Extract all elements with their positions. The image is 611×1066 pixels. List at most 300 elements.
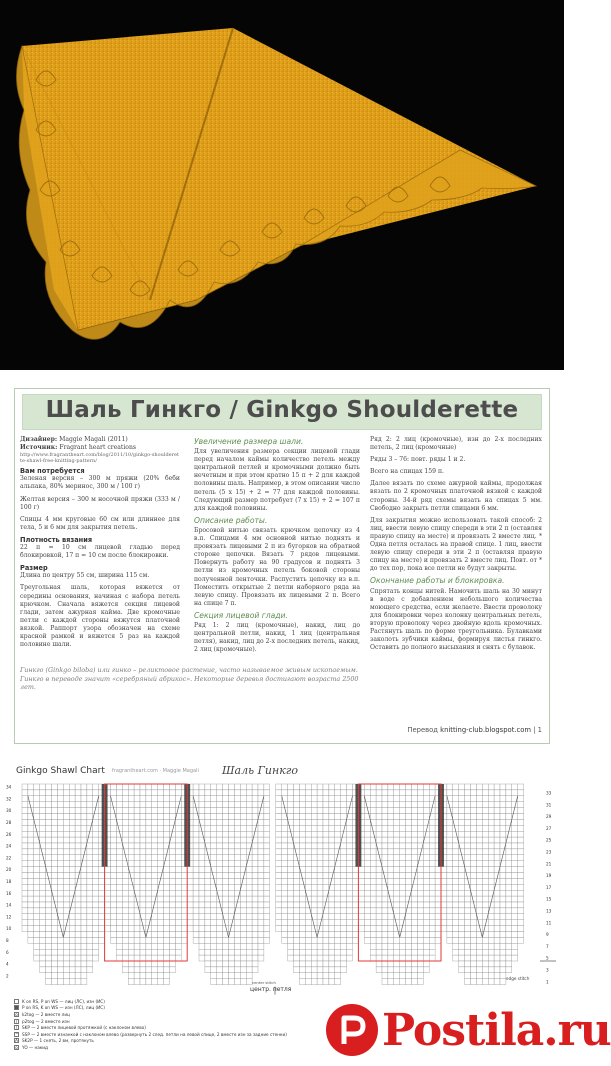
chart-cell: [347, 949, 353, 955]
chart-cell: [234, 961, 240, 967]
chart-cell: [394, 937, 400, 943]
chart-cell: [240, 902, 246, 908]
chart-cell: [146, 831, 152, 837]
chart-cell: [258, 902, 264, 908]
chart-cell: [116, 943, 122, 949]
chart-cell: [158, 808, 164, 814]
chart-cell: [329, 855, 335, 861]
chart-cell: [164, 884, 170, 890]
chart-cell: [376, 937, 382, 943]
chart-cell: [441, 920, 447, 926]
chart-cell: [134, 796, 140, 802]
chart-cell: [146, 967, 152, 973]
chart-cell: [323, 790, 329, 796]
chart-cell: [459, 878, 465, 884]
chart-cell: [69, 861, 75, 867]
chart-cell: [34, 873, 40, 879]
chart-cell: [57, 890, 63, 896]
chart-cell: [229, 808, 235, 814]
chart-cell: [193, 831, 199, 837]
chart-cell: [22, 914, 28, 920]
chart-cell: [471, 932, 477, 938]
chart-cell: [40, 920, 46, 926]
chart-cell: [246, 831, 252, 837]
chart-cell: [193, 843, 199, 849]
chart-cell: [75, 914, 81, 920]
chart-cell: [140, 884, 146, 890]
chart-cell: [240, 825, 246, 831]
chart-cell: [87, 943, 93, 949]
chart-cell: [75, 814, 81, 820]
chart-cell: [264, 878, 270, 884]
chart-cell: [518, 867, 524, 873]
chart-cell: [93, 849, 99, 855]
chart-cell: [317, 855, 323, 861]
chart-cell: [282, 837, 288, 843]
chart-cell: [75, 825, 81, 831]
chart-cell: [423, 849, 429, 855]
chart-cell: [459, 884, 465, 890]
chart-cell: [329, 914, 335, 920]
chart-cell: [205, 896, 211, 902]
chart-cell: [417, 873, 423, 879]
chart-cell: [46, 831, 52, 837]
chart-cell: [128, 967, 134, 973]
chart-cell: [205, 825, 211, 831]
chart-cell: [494, 943, 500, 949]
chart-cell: [364, 937, 370, 943]
chart-cell: [406, 849, 412, 855]
chart-cell: [240, 837, 246, 843]
chart-cell: [164, 961, 170, 967]
chart-cell: [376, 926, 382, 932]
chart-cell: [140, 873, 146, 879]
chart-cell: [40, 896, 46, 902]
chart-cell: [364, 878, 370, 884]
chart-cell: [453, 849, 459, 855]
chart-cell: [394, 890, 400, 896]
chart-cell: [482, 825, 488, 831]
chart-cell: [193, 855, 199, 861]
chart-cell: [57, 884, 63, 890]
column-materials: [20, 436, 180, 653]
chart-cell: [170, 902, 176, 908]
chart-cell: [211, 843, 217, 849]
chart-cell: [93, 943, 99, 949]
chart-cell: [335, 796, 341, 802]
ginkgo-note: Гинкго (Ginkgo biloba) или гинко – реликтовое растение, часто называемое живым ископаемым. Гинкго в переводе значит «серебряный абрикос». Некоторые деревья достигают возраста 2500 лет.: [20, 666, 359, 692]
chart-cell: [482, 843, 488, 849]
chart-cell: [170, 937, 176, 943]
chart-cell: [122, 873, 128, 879]
chart-cell: [494, 979, 500, 985]
chart-cell: [512, 902, 518, 908]
chart-cell: [211, 790, 217, 796]
chart-cell: [93, 949, 99, 955]
chart-cell: [246, 973, 252, 979]
chart-cell: [158, 961, 164, 967]
chart-cell: [22, 819, 28, 825]
chart-cell: [465, 896, 471, 902]
chart-cell: [34, 955, 40, 961]
chart-cell: [476, 979, 482, 985]
chart-cell: [471, 979, 477, 985]
chart-cell: [223, 878, 229, 884]
chart-cell: [134, 914, 140, 920]
chart-cell: [46, 855, 52, 861]
chart-cell: [34, 937, 40, 943]
chart-cell: [335, 943, 341, 949]
chart-cell: [282, 926, 288, 932]
chart-cell: [181, 932, 187, 938]
chart-cell: [482, 878, 488, 884]
chart-cell: [482, 837, 488, 843]
chart-cell: [152, 819, 158, 825]
chart-cell: [93, 937, 99, 943]
chart-cell: [164, 867, 170, 873]
chart-cell: [158, 890, 164, 896]
chart-cell: [22, 849, 28, 855]
chart-cell: [128, 790, 134, 796]
enlarge-heading: Увеличение размера шали.: [194, 437, 304, 446]
chart-cell: [199, 796, 205, 802]
chart-cell: [234, 790, 240, 796]
chart-cell: [294, 908, 300, 914]
chart-cell: [128, 920, 134, 926]
chart-cell: [264, 867, 270, 873]
chart-cell: [52, 932, 58, 938]
chart-cell: [175, 920, 181, 926]
chart-cell: [46, 937, 52, 943]
chart-cell: [34, 949, 40, 955]
chart-cell: [429, 855, 435, 861]
chart-cell: [140, 961, 146, 967]
chart-cell: [276, 819, 282, 825]
chart-cell: [376, 908, 382, 914]
chart-cell: [423, 932, 429, 938]
chart-cell: [81, 979, 87, 985]
chart-cell: [429, 902, 435, 908]
chart-cell: [87, 784, 93, 790]
chart-cell: [453, 884, 459, 890]
chart-cell: [122, 937, 128, 943]
chart-cell: [28, 932, 34, 938]
chart-cell: [417, 802, 423, 808]
chart-cell: [341, 867, 347, 873]
chart-cell: [223, 837, 229, 843]
chart-cell: [500, 873, 506, 879]
legend-item: [14, 1044, 344, 1051]
chart-cell: [28, 890, 34, 896]
chart-cell: [364, 896, 370, 902]
chart-cell: [134, 849, 140, 855]
chart-cell: [158, 937, 164, 943]
chart-cell: [181, 890, 187, 896]
chart-cell: [382, 973, 388, 979]
chart-cell: [423, 884, 429, 890]
chart-cell: [134, 926, 140, 932]
chart-cell: [506, 902, 512, 908]
chart-cell: [323, 926, 329, 932]
chart-cell: [347, 831, 353, 837]
chart-cell: [329, 896, 335, 902]
chart-cell: [240, 890, 246, 896]
chart-cell: [217, 979, 223, 985]
chart-cell: [93, 896, 99, 902]
chart-cell: [412, 896, 418, 902]
chart-cell: [506, 855, 512, 861]
chart-cell: [476, 849, 482, 855]
chart-cell: [412, 908, 418, 914]
chart-cell: [252, 937, 258, 943]
chart-cell: [423, 908, 429, 914]
chart-cell: [211, 802, 217, 808]
chart-cell: [116, 908, 122, 914]
chart-cell: [459, 914, 465, 920]
chart-cell: [75, 979, 81, 985]
chart-cell: [158, 802, 164, 808]
chart-cell: [128, 896, 134, 902]
chart-cell: [170, 861, 176, 867]
chart-cell: [140, 819, 146, 825]
chart-cell: [323, 979, 329, 985]
chart-cell: [341, 808, 347, 814]
chart-cell: [170, 867, 176, 873]
chart-cell: [57, 855, 63, 861]
chart-cell: [323, 814, 329, 820]
chart-cell: [63, 979, 69, 985]
chart-cell: [40, 873, 46, 879]
chart-cell: [388, 943, 394, 949]
chart-cell: [264, 914, 270, 920]
chart-cell: [317, 884, 323, 890]
chart-cell: [500, 884, 506, 890]
chart-cell: [382, 902, 388, 908]
footer-link[interactable]: knitting-club.blogspot.com: [440, 726, 532, 734]
chart-cell: [435, 908, 441, 914]
chart-cell: [276, 843, 282, 849]
chart-cell: [417, 902, 423, 908]
chart-cell: [400, 796, 406, 802]
chart-cell: [453, 914, 459, 920]
chart-cell: [229, 943, 235, 949]
chart-cell: [276, 896, 282, 902]
chart-cell: [294, 914, 300, 920]
chart-cell: [223, 855, 229, 861]
chart-cell: [465, 908, 471, 914]
chart-cell: [217, 843, 223, 849]
chart-cell: [471, 873, 477, 879]
chart-cell: [193, 902, 199, 908]
chart-cell: [199, 867, 205, 873]
chart-cell: [240, 973, 246, 979]
chart-cell: [412, 979, 418, 985]
chart-cell: [140, 878, 146, 884]
chart-cell: [223, 961, 229, 967]
chart-cell: [518, 819, 524, 825]
chart-cell: [22, 926, 28, 932]
chart-cell: [400, 843, 406, 849]
chart-cell: [146, 784, 152, 790]
chart-cell: [406, 955, 412, 961]
chart-cell: [317, 796, 323, 802]
chart-cell: [140, 855, 146, 861]
chart-cell: [175, 878, 181, 884]
legend-item: [14, 1005, 344, 1012]
chart-cell: [252, 955, 258, 961]
chart-cell: [146, 790, 152, 796]
chart-cell: [376, 884, 382, 890]
chart-cell: [40, 955, 46, 961]
shawl-chart: [0, 754, 611, 1066]
chart-cell: [87, 849, 93, 855]
chart-cell: [317, 937, 323, 943]
chart-cell: [134, 979, 140, 985]
chart-cell: [323, 867, 329, 873]
chart-cell: [294, 831, 300, 837]
chart-cell: [317, 973, 323, 979]
chart-cell: [264, 926, 270, 932]
chart-cell: [63, 837, 69, 843]
chart-cell: [111, 884, 117, 890]
row-number: 30: [6, 808, 12, 814]
chart-cell: [299, 808, 305, 814]
chart-cell: [500, 819, 506, 825]
chart-cell: [46, 825, 52, 831]
chart-cell: [364, 843, 370, 849]
chart-cell: [382, 802, 388, 808]
chart-cell: [482, 849, 488, 855]
chart-cell: [323, 932, 329, 938]
chart-cell: [305, 867, 311, 873]
chart-cell: [181, 908, 187, 914]
chart-cell: [482, 908, 488, 914]
chart-cell: [81, 802, 87, 808]
chart-cell: [500, 961, 506, 967]
chart-cell: [335, 914, 341, 920]
chart-cell: [435, 926, 441, 932]
chart-cell: [246, 890, 252, 896]
chart-cell: [264, 819, 270, 825]
chart-cell: [140, 790, 146, 796]
chart-cell: [28, 884, 34, 890]
chart-cell: [57, 796, 63, 802]
chart-cell: [63, 796, 69, 802]
chart-cell: [128, 796, 134, 802]
chart-cell: [264, 808, 270, 814]
chart-cell: [518, 902, 524, 908]
chart-cell: [353, 914, 359, 920]
chart-cell: [170, 926, 176, 932]
chart-cell: [57, 861, 63, 867]
chart-cell: [370, 949, 376, 955]
row-number: 24: [6, 843, 12, 849]
chart-cell: [229, 784, 235, 790]
chart-cell: [476, 790, 482, 796]
chart-cell: [512, 955, 518, 961]
chart-cell: [52, 819, 58, 825]
chart-cell: [412, 837, 418, 843]
chart-cell: [341, 961, 347, 967]
chart-cell: [423, 855, 429, 861]
chart-cell: [57, 790, 63, 796]
chart-cell: [211, 920, 217, 926]
chart-cell: [46, 849, 52, 855]
chart-cell: [234, 937, 240, 943]
chart-cell: [140, 937, 146, 943]
chart-cell: [471, 937, 477, 943]
chart-cell: [140, 943, 146, 949]
chart-cell: [46, 961, 52, 967]
chart-cell: [435, 896, 441, 902]
source-link[interactable]: http://www.fragrantheart.com/blog/2011/10/ginkgo-shoulderette-shawl-free-knitting-pattern/: [20, 452, 179, 465]
chart-cell: [299, 937, 305, 943]
chart-cell: [406, 920, 412, 926]
chart-cell: [164, 837, 170, 843]
chart-cell: [69, 796, 75, 802]
chart-cell: [22, 825, 28, 831]
chart-cell: [364, 908, 370, 914]
chart-cell: [258, 943, 264, 949]
chart-cell: [75, 855, 81, 861]
chart-cell: [347, 790, 353, 796]
chart-cell: [429, 861, 435, 867]
center-stitch-label: центр. петля: [250, 986, 292, 993]
chart-cell: [317, 955, 323, 961]
chart-cell: [435, 878, 441, 884]
chart-cell: [335, 784, 341, 790]
chart-cell: [40, 890, 46, 896]
chart-cell: [40, 808, 46, 814]
chart-cell: [81, 784, 87, 790]
chart-cell: [75, 949, 81, 955]
chart-cell: [69, 784, 75, 790]
chart-cell: [52, 796, 58, 802]
chart-cell: [52, 884, 58, 890]
chart-cell: [288, 790, 294, 796]
chart-cell: [93, 867, 99, 873]
chart-cell: [311, 973, 317, 979]
chart-cell: [382, 979, 388, 985]
chart-cell: [347, 914, 353, 920]
chart-cell: [506, 849, 512, 855]
chart-cell: [518, 873, 524, 879]
row-number: 11: [546, 920, 552, 926]
chart-cell: [134, 784, 140, 790]
chart-cell: [299, 967, 305, 973]
chart-cell: [229, 902, 235, 908]
chart-cell: [57, 867, 63, 873]
chart-cell: [240, 932, 246, 938]
chart-cell: [447, 843, 453, 849]
chart-cell: [57, 843, 63, 849]
chart-cell: [81, 914, 87, 920]
chart-cell: [423, 926, 429, 932]
chart-cell: [211, 979, 217, 985]
chart-cell: [93, 861, 99, 867]
stockinette-heading: Секция лицевой глади.: [194, 610, 288, 620]
chart-cell: [187, 902, 193, 908]
border-text: Далее вязать по схеме ажурной каймы, продолжая вязать по 2 кромочных платочной вязкой с каждой стороны. 34-й ряд схемы вязать на спицах 5 мм. Свободно закрыть петли спицами 6 мм.: [370, 480, 542, 512]
chart-cell: [347, 896, 353, 902]
chart-cell: [341, 796, 347, 802]
chart-cell: [406, 825, 412, 831]
chart-cell: [217, 831, 223, 837]
chart-cell: [417, 819, 423, 825]
chart-cell: [494, 902, 500, 908]
size-heading: Размер: [20, 564, 48, 573]
postila-watermark: [326, 1004, 611, 1056]
